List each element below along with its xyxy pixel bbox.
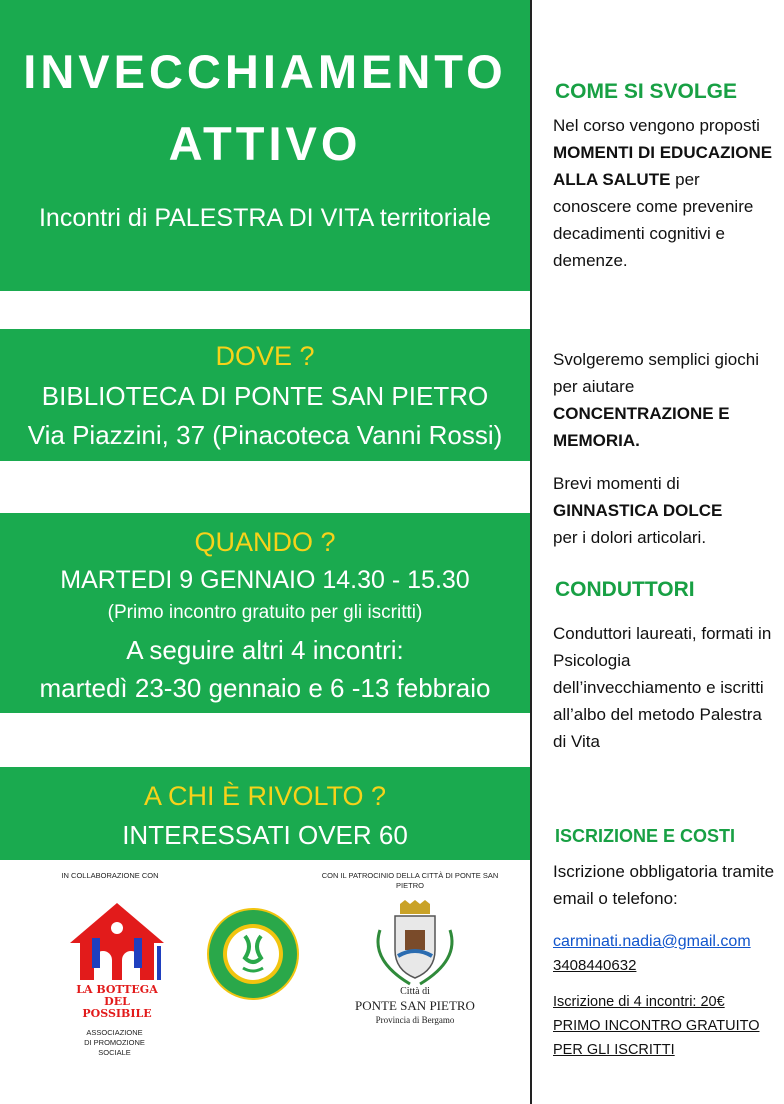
quando-followup: A seguire altri 4 incontri:: [126, 635, 404, 665]
come-p1-rest: per conoscere come prevenire decadimenti cognitivi e demenze.: [553, 170, 754, 270]
title-line-1: INVECCHIAMENTO: [23, 45, 507, 98]
quando-note: (Primo incontro gratuito per gli iscritti): [107, 602, 423, 623]
come-p2-intro: Svolgeremo semplici giochi per aiutare: [553, 350, 759, 396]
conduttori-text: Conduttori laureati, formati in Psicologia dell’invecchiamento e iscritti all’albo del metodo Palestra di Vita: [553, 624, 772, 751]
patrocinio-caption: CON IL PATROCINIO DELLA CITTÀ DI PONTE SAN PIETRO: [321, 871, 499, 890]
comune-name: PONTE SAN PIETRO: [355, 998, 475, 1013]
title-line-2: ATTIVO: [168, 117, 362, 170]
cost-line-2: PRIMO INCONTRO GRATUITO PER GLI ISCRITTI: [553, 1018, 760, 1058]
bottega-sub-3: SOCIALE: [98, 1048, 131, 1057]
dove-label: DOVE ?: [215, 341, 315, 371]
column-divider: [530, 0, 532, 1104]
title-banner: [0, 0, 530, 291]
quando-date: MARTEDI 9 GENNAIO 14.30 - 15.30: [60, 566, 470, 594]
comune-province: Provincia di Bergamo: [375, 1015, 455, 1025]
quando-label: QUANDO ?: [194, 527, 336, 557]
dove-address: Via Piazzini, 37 (Pinacoteca Vanni Rossi): [27, 420, 503, 450]
bottega-name-1: LA BOTTEGA: [76, 983, 158, 996]
come-p3-rest: per i dolori articolari.: [553, 528, 707, 547]
subtitle: Incontri di PALESTRA DI VITA territoriale: [38, 204, 491, 232]
consorzio-logo: [205, 906, 301, 1002]
come-paragraph-3: [553, 470, 778, 551]
dove-banner: [0, 329, 530, 461]
conduttori-heading: CONDUTTORI: [555, 578, 695, 601]
comune-crest-icon: [340, 900, 490, 988]
phone-number[interactable]: 3408440632: [553, 957, 637, 974]
bottega-name-2: DEL: [104, 995, 130, 1008]
quando-dates: martedì 23-30 gennaio e 6 -13 febbraio: [39, 673, 491, 703]
dove-place: BIBLIOTECA DI PONTE SAN PIETRO: [41, 381, 489, 411]
bottega-house-icon: [62, 898, 172, 983]
chi-label: A CHI È RIVOLTO ?: [143, 781, 387, 811]
come-p3-intro: Brevi momenti di: [553, 474, 680, 493]
bottega-sub-1: ASSOCIAZIONE: [86, 1028, 143, 1037]
iscrizione-text: Iscrizione obbligatoria tramite email o telefono:: [553, 862, 775, 908]
comune-city: Città di: [400, 986, 430, 997]
bottega-sub-2: DI PROMOZIONE: [84, 1038, 145, 1047]
chi-target: INTERESSATI OVER 60: [122, 820, 408, 850]
bottega-name-3: POSSIBILE: [82, 1007, 152, 1020]
come-p3-bold: GINNASTICA DOLCE: [553, 501, 723, 520]
collab-caption: IN COLLABORAZIONE CON: [61, 871, 159, 880]
consorzio-seal-icon: [205, 906, 301, 1002]
quando-banner: [0, 513, 530, 713]
come-paragraph-1: [553, 112, 778, 274]
comune-logo: [340, 900, 490, 1040]
cost-line-1: Iscrizione di 4 incontri: 20€: [553, 994, 725, 1010]
come-paragraph-2: [553, 346, 778, 454]
come-p1-bold: MOMENTI DI EDUCAZIONE ALLA SALUTE: [553, 143, 773, 189]
chi-banner: [0, 767, 530, 860]
iscrizione-heading: ISCRIZIONE E COSTI: [555, 826, 736, 846]
come-p1-intro: Nel corso vengono proposti: [553, 116, 760, 135]
bottega-logo: [62, 898, 172, 1068]
come-heading: COME SI SVOLGE: [555, 80, 738, 103]
come-p2-bold: CONCENTRAZIONE E MEMORIA.: [553, 404, 730, 450]
email-link[interactable]: carminati.nadia@gmail.com: [553, 933, 751, 950]
